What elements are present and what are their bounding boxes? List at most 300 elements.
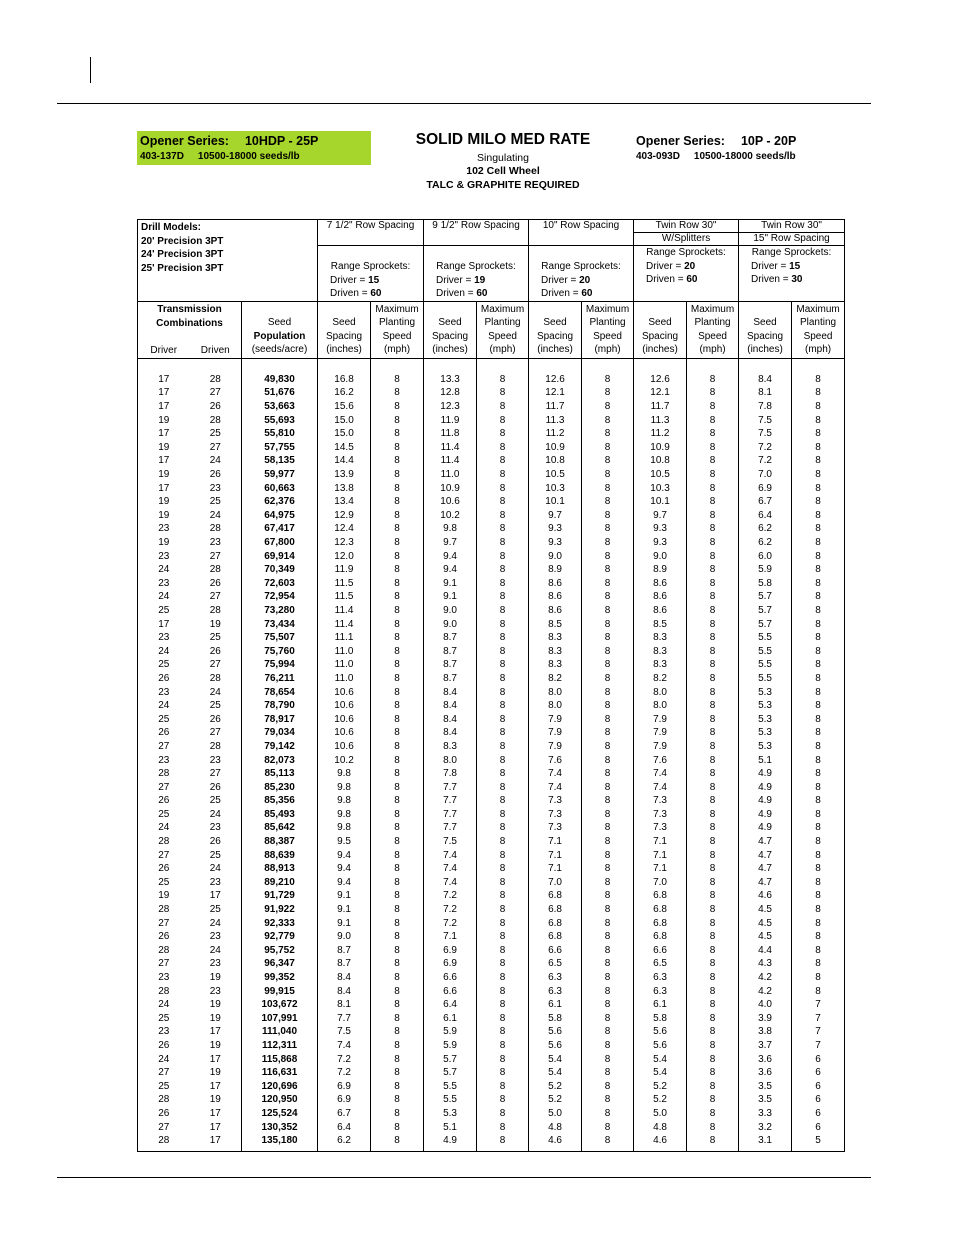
seed-spacing-value: 3.5 bbox=[739, 1080, 792, 1094]
max-speed-value: 8 bbox=[371, 1121, 424, 1135]
max-speed-value: 8 bbox=[477, 454, 529, 468]
max-speed-value: 8 bbox=[792, 726, 845, 740]
driven-value: 19 bbox=[190, 1093, 242, 1107]
max-speed-value: 8 bbox=[371, 550, 424, 564]
max-speed-value: 8 bbox=[371, 509, 424, 523]
max-speed-value: 8 bbox=[477, 672, 529, 686]
driven-value: 24 bbox=[190, 862, 242, 876]
table-row bbox=[138, 1080, 845, 1094]
seed-spacing-value: 11.0 bbox=[318, 645, 371, 659]
seed-spacing-value: 6.3 bbox=[634, 985, 687, 999]
seed-spacing-header bbox=[634, 302, 687, 359]
seed-population-value: 91,922 bbox=[242, 903, 318, 917]
max-speed-value: 8 bbox=[792, 821, 845, 835]
max-speed-value: 8 bbox=[477, 957, 529, 971]
max-speed-value: 8 bbox=[792, 550, 845, 564]
seed-spacing-value: 7.6 bbox=[529, 754, 582, 768]
max-speed-value: 8 bbox=[582, 522, 634, 536]
range-sprockets-label: Range Sprockets: bbox=[330, 261, 411, 272]
seed-spacing-value: 9.1 bbox=[318, 889, 371, 903]
table-row bbox=[138, 944, 845, 958]
seed-spacing-value: 7.9 bbox=[634, 726, 687, 740]
driven-value: 30 bbox=[791, 274, 803, 286]
row-spacing-header bbox=[318, 220, 424, 246]
seed-spacing-value: 4.8 bbox=[529, 1121, 582, 1135]
seed-spacing-value: 5.2 bbox=[634, 1093, 687, 1107]
seed-spacing-value: 7.2 bbox=[424, 889, 477, 903]
seed-spacing-value: 5.2 bbox=[634, 1080, 687, 1094]
max-speed-value: 6 bbox=[792, 1107, 845, 1121]
max-speed-value: 8 bbox=[371, 577, 424, 591]
driver-value: 24 bbox=[158, 591, 170, 603]
max-speed-label: Speed bbox=[698, 330, 727, 342]
max-speed-value: 8 bbox=[687, 1066, 739, 1080]
seed-spacing-value: 5.8 bbox=[529, 1012, 582, 1026]
max-speed-value: 8 bbox=[687, 998, 739, 1012]
combinations-title: Combinations bbox=[156, 317, 223, 329]
driver-value: 17 bbox=[158, 401, 170, 413]
seed-spacing-value: 4.3 bbox=[739, 957, 792, 971]
table-row bbox=[138, 849, 845, 863]
seed-population-value: 103,672 bbox=[242, 998, 318, 1012]
seed-spacing-value: 12.9 bbox=[318, 509, 371, 523]
seed-spacing-value: 7.3 bbox=[529, 808, 582, 822]
max-speed-value: 8 bbox=[792, 849, 845, 863]
seed-population-value: 69,914 bbox=[242, 550, 318, 564]
seed-spacing-value: 6.5 bbox=[634, 957, 687, 971]
max-speed-value: 8 bbox=[687, 876, 739, 890]
max-speed-value: 8 bbox=[792, 386, 845, 400]
max-speed-value: 8 bbox=[477, 794, 529, 808]
driven-value: 19 bbox=[190, 618, 242, 632]
driver-value: 26 bbox=[158, 795, 170, 807]
seed-spacing-value: 4.2 bbox=[739, 971, 792, 985]
seed-spacing-value: 7.1 bbox=[634, 849, 687, 863]
driver-value: 19 bbox=[158, 469, 170, 481]
driven-value: 23 bbox=[190, 957, 242, 971]
table-row bbox=[138, 1134, 845, 1151]
max-speed-label: Planting bbox=[589, 317, 626, 329]
seed-population-value: 59,977 bbox=[242, 468, 318, 482]
max-speed-value: 8 bbox=[792, 713, 845, 727]
seed-spacing-value: 7.1 bbox=[634, 862, 687, 876]
driver-value: 20 bbox=[684, 260, 696, 272]
max-speed-value: 8 bbox=[371, 522, 424, 536]
max-speed-value: 8 bbox=[477, 495, 529, 509]
max-speed-label: Maximum bbox=[375, 303, 419, 315]
max-speed-value: 8 bbox=[477, 876, 529, 890]
seed-population-value: 73,280 bbox=[242, 604, 318, 618]
max-speed-value: 8 bbox=[371, 713, 424, 727]
max-speed-value: 8 bbox=[582, 1053, 634, 1067]
seed-spacing-value: 3.9 bbox=[739, 1012, 792, 1026]
max-speed-label: Speed bbox=[488, 330, 517, 342]
seed-spacing-value: 3.8 bbox=[739, 1025, 792, 1039]
seed-spacing-value: 9.8 bbox=[318, 767, 371, 781]
driver-label: Driver = bbox=[541, 274, 580, 286]
max-speed-value: 8 bbox=[371, 971, 424, 985]
table-row bbox=[138, 482, 845, 496]
max-speed-value: 8 bbox=[792, 699, 845, 713]
max-speed-value: 8 bbox=[792, 930, 845, 944]
seed-spacing-value: 9.0 bbox=[318, 930, 371, 944]
seed-spacing-value: 9.4 bbox=[318, 876, 371, 890]
driver-label: Driver = bbox=[436, 274, 475, 286]
max-speed-value: 8 bbox=[687, 522, 739, 536]
seed-population-value: 85,493 bbox=[242, 808, 318, 822]
table-row bbox=[138, 740, 845, 754]
seed-spacing-value: 7.3 bbox=[529, 794, 582, 808]
max-speed-value: 8 bbox=[582, 441, 634, 455]
max-speed-value: 8 bbox=[371, 427, 424, 441]
seed-spacing-value: 7.0 bbox=[634, 876, 687, 890]
driven-value: 17 bbox=[190, 889, 242, 903]
seed-spacing-value: 15.6 bbox=[318, 400, 371, 414]
seed-spacing-value: 7.7 bbox=[424, 821, 477, 835]
max-speed-value: 8 bbox=[687, 373, 739, 387]
max-speed-value: 8 bbox=[582, 563, 634, 577]
seed-spacing-value: 9.8 bbox=[424, 522, 477, 536]
seed-spacing-value: 7.1 bbox=[529, 849, 582, 863]
driver-value: 19 bbox=[474, 274, 486, 286]
max-speed-value: 8 bbox=[371, 754, 424, 768]
seed-population-value: 88,387 bbox=[242, 835, 318, 849]
seed-spacing-value: 9.1 bbox=[424, 590, 477, 604]
seed-spacing-value: 11.4 bbox=[424, 441, 477, 455]
driver-value: 28 bbox=[158, 836, 170, 848]
seed-spacing-value: 4.9 bbox=[739, 821, 792, 835]
max-speed-value: 8 bbox=[371, 1025, 424, 1039]
max-speed-value: 8 bbox=[477, 781, 529, 795]
driven-value: 60 bbox=[370, 288, 382, 300]
seed-population-value: 72,603 bbox=[242, 577, 318, 591]
max-speed-value: 8 bbox=[582, 631, 634, 645]
max-speed-value: 8 bbox=[477, 740, 529, 754]
max-speed-value: 8 bbox=[477, 522, 529, 536]
seed-spacing-value: 4.4 bbox=[739, 944, 792, 958]
seed-spacing-value: 9.8 bbox=[318, 794, 371, 808]
seed-spacing-value: 9.8 bbox=[318, 781, 371, 795]
range-sprockets-label: Range Sprockets: bbox=[436, 261, 516, 272]
driven-value: 23 bbox=[190, 754, 242, 768]
seed-population-value: 75,760 bbox=[242, 645, 318, 659]
seed-spacing-value: 5.4 bbox=[529, 1066, 582, 1080]
seed-spacing-value: 8.7 bbox=[424, 631, 477, 645]
row-spacing-label: 7 1/2" Row Spacing bbox=[326, 220, 415, 231]
seed-spacing-value: 7.0 bbox=[739, 468, 792, 482]
seed-spacing-value: 8.3 bbox=[634, 645, 687, 659]
seed-spacing-label: Seed bbox=[543, 317, 567, 329]
seed-population-value: 125,524 bbox=[242, 1107, 318, 1121]
seed-population-value: 107,991 bbox=[242, 1012, 318, 1026]
seed-spacing-value: 7.5 bbox=[739, 427, 792, 441]
seed-population-value: 49,830 bbox=[242, 373, 318, 387]
max-speed-value: 8 bbox=[582, 985, 634, 999]
range-sprockets-label: Range Sprockets: bbox=[541, 261, 621, 272]
max-speed-value: 8 bbox=[371, 740, 424, 754]
max-speed-value: 8 bbox=[687, 794, 739, 808]
seed-spacing-value: 4.2 bbox=[739, 985, 792, 999]
seed-spacing-value: 6.9 bbox=[318, 1080, 371, 1094]
driven-value: 25 bbox=[190, 495, 242, 509]
seed-spacing-value: 7.0 bbox=[529, 876, 582, 890]
max-speed-value: 8 bbox=[792, 536, 845, 550]
max-speed-value: 8 bbox=[582, 889, 634, 903]
max-speed-value: 8 bbox=[582, 930, 634, 944]
max-speed-value: 8 bbox=[371, 1093, 424, 1107]
max-speed-value: 8 bbox=[792, 658, 845, 672]
max-speed-value: 7 bbox=[792, 1039, 845, 1053]
max-speed-value: 8 bbox=[687, 917, 739, 931]
max-speed-value: 8 bbox=[792, 631, 845, 645]
seed-spacing-value: 9.1 bbox=[318, 903, 371, 917]
table-row bbox=[138, 373, 845, 387]
max-speed-value: 8 bbox=[687, 699, 739, 713]
table-row bbox=[138, 386, 845, 400]
seed-population-value: 85,356 bbox=[242, 794, 318, 808]
driven-value: 19 bbox=[190, 1012, 242, 1026]
seed-spacing-value: 5.9 bbox=[424, 1025, 477, 1039]
max-speed-value: 8 bbox=[371, 482, 424, 496]
max-speed-value: 8 bbox=[582, 754, 634, 768]
seed-spacing-value: 5.5 bbox=[739, 631, 792, 645]
table-row bbox=[138, 468, 845, 482]
max-speed-value: 8 bbox=[792, 889, 845, 903]
left-seeds-per-lb: 10500-18000 seeds/lb bbox=[197, 151, 300, 162]
subtitle-cell-wheel: 102 Cell Wheel bbox=[466, 165, 540, 177]
driver-sprocket bbox=[424, 274, 528, 288]
seed-spacing-value: 6.8 bbox=[529, 917, 582, 931]
seed-population-value: 53,663 bbox=[242, 400, 318, 414]
seed-spacing-value: 10.1 bbox=[634, 495, 687, 509]
max-speed-value: 8 bbox=[582, 658, 634, 672]
max-speed-value: 8 bbox=[477, 835, 529, 849]
seed-spacing-value: 8.3 bbox=[529, 645, 582, 659]
max-speed-value: 8 bbox=[477, 468, 529, 482]
seed-spacing-value: 3.7 bbox=[739, 1039, 792, 1053]
table-row bbox=[138, 536, 845, 550]
row-spacing-header bbox=[634, 220, 739, 246]
table-row bbox=[138, 509, 845, 523]
seed-population-label: (seeds/acre) bbox=[251, 344, 308, 356]
seed-spacing-value: 4.6 bbox=[529, 1134, 582, 1151]
seed-spacing-value: 6.8 bbox=[634, 917, 687, 931]
seed-population-value: 76,211 bbox=[242, 672, 318, 686]
seed-spacing-value: 12.4 bbox=[318, 522, 371, 536]
driven-value: 28 bbox=[190, 563, 242, 577]
driven-value: 25 bbox=[190, 903, 242, 917]
seed-spacing-value: 7.9 bbox=[529, 726, 582, 740]
max-speed-value: 8 bbox=[792, 495, 845, 509]
driver-value: 24 bbox=[158, 700, 170, 712]
max-speed-value: 8 bbox=[371, 645, 424, 659]
max-speed-value: 8 bbox=[371, 835, 424, 849]
seed-spacing-label: (inches) bbox=[537, 344, 573, 356]
driver-value: 27 bbox=[158, 740, 170, 752]
driver-value: 24 bbox=[158, 645, 170, 657]
max-speed-value: 8 bbox=[477, 944, 529, 958]
max-speed-value: 8 bbox=[792, 835, 845, 849]
seed-spacing-value: 7.8 bbox=[424, 767, 477, 781]
driven-value: 25 bbox=[190, 794, 242, 808]
seed-spacing-value: 4.5 bbox=[739, 930, 792, 944]
seed-spacing-value: 7.1 bbox=[634, 835, 687, 849]
max-speed-value: 8 bbox=[687, 781, 739, 795]
header-row-spacing bbox=[138, 220, 845, 246]
transmission-title: Transmission bbox=[157, 304, 222, 316]
seed-spacing-value: 5.3 bbox=[739, 699, 792, 713]
driver-value: 27 bbox=[158, 958, 170, 970]
table-row bbox=[138, 808, 845, 822]
subtitle-singulating: Singulating bbox=[477, 152, 529, 164]
table-row bbox=[138, 754, 845, 768]
seed-spacing-value: 7.2 bbox=[739, 454, 792, 468]
table-row bbox=[138, 631, 845, 645]
seed-spacing-value: 6.1 bbox=[424, 1012, 477, 1026]
spacer-cell bbox=[582, 358, 634, 373]
driven-value: 60 bbox=[476, 288, 488, 300]
max-speed-value: 8 bbox=[582, 998, 634, 1012]
seed-spacing-value: 8.6 bbox=[634, 604, 687, 618]
driver-value: 19 bbox=[158, 509, 170, 521]
driver-value: 25 bbox=[158, 604, 170, 616]
max-speed-header bbox=[477, 302, 529, 359]
max-speed-value: 8 bbox=[371, 386, 424, 400]
max-speed-value: 8 bbox=[477, 373, 529, 387]
driven-label: Driven = bbox=[751, 274, 792, 286]
seed-spacing-header bbox=[529, 302, 582, 359]
max-speed-value: 8 bbox=[792, 454, 845, 468]
seed-population-value: 64,975 bbox=[242, 509, 318, 523]
spacer-cell bbox=[242, 358, 318, 373]
seed-spacing-value: 7.4 bbox=[634, 767, 687, 781]
max-speed-value: 8 bbox=[582, 944, 634, 958]
max-speed-value: 8 bbox=[371, 1134, 424, 1151]
max-speed-value: 8 bbox=[792, 414, 845, 428]
driver-value: 27 bbox=[158, 781, 170, 793]
max-speed-value: 7 bbox=[792, 1025, 845, 1039]
seed-spacing-value: 5.5 bbox=[424, 1093, 477, 1107]
seed-spacing-value: 10.6 bbox=[424, 495, 477, 509]
seed-population-value: 79,142 bbox=[242, 740, 318, 754]
max-speed-label: Planting bbox=[378, 317, 416, 329]
seed-spacing-value: 4.0 bbox=[739, 998, 792, 1012]
seed-spacing-value: 5.9 bbox=[739, 563, 792, 577]
table-row bbox=[138, 726, 845, 740]
spacer-cell bbox=[424, 358, 477, 373]
max-speed-value: 8 bbox=[792, 645, 845, 659]
seed-spacing-value: 9.3 bbox=[529, 536, 582, 550]
driver-value: 19 bbox=[158, 441, 170, 453]
range-sprockets-label: Range Sprockets: bbox=[751, 247, 832, 258]
seed-population-value: 85,113 bbox=[242, 767, 318, 781]
max-speed-value: 8 bbox=[582, 862, 634, 876]
max-speed-value: 8 bbox=[582, 550, 634, 564]
driver-label: Driver = bbox=[751, 260, 790, 272]
max-speed-header bbox=[687, 302, 739, 359]
seed-population-value: 96,347 bbox=[242, 957, 318, 971]
seed-spacing-label: (inches) bbox=[747, 344, 783, 356]
seed-spacing-value: 8.4 bbox=[424, 726, 477, 740]
driven-value: 25 bbox=[190, 427, 242, 441]
seed-spacing-value: 5.8 bbox=[634, 1012, 687, 1026]
max-speed-value: 8 bbox=[477, 550, 529, 564]
seed-population-value: 99,352 bbox=[242, 971, 318, 985]
max-speed-value: 8 bbox=[687, 985, 739, 999]
driver-value: 23 bbox=[158, 1026, 170, 1038]
seed-spacing-value: 6.2 bbox=[739, 522, 792, 536]
max-speed-value: 8 bbox=[371, 767, 424, 781]
seed-spacing-value: 9.8 bbox=[318, 808, 371, 822]
table-row bbox=[138, 1121, 845, 1135]
driver-value: 26 bbox=[158, 1107, 170, 1119]
seed-population-value: 130,352 bbox=[242, 1121, 318, 1135]
table-row bbox=[138, 889, 845, 903]
driven-value: 27 bbox=[190, 386, 242, 400]
max-speed-value: 8 bbox=[371, 686, 424, 700]
driven-value: 19 bbox=[190, 1066, 242, 1080]
seed-spacing-label: Seed bbox=[648, 317, 672, 329]
seed-spacing-value: 3.3 bbox=[739, 1107, 792, 1121]
seed-spacing-value: 5.0 bbox=[634, 1107, 687, 1121]
seed-population-value: 112,311 bbox=[242, 1039, 318, 1053]
spacer-cell bbox=[634, 358, 687, 373]
max-speed-value: 8 bbox=[687, 1053, 739, 1067]
seed-spacing-value: 9.4 bbox=[424, 563, 477, 577]
seed-spacing-value: 8.7 bbox=[424, 645, 477, 659]
driver-value: 26 bbox=[158, 863, 170, 875]
seed-spacing-value: 6.6 bbox=[634, 944, 687, 958]
seed-spacing-label: (inches) bbox=[432, 344, 468, 356]
driver-value: 25 bbox=[158, 1080, 170, 1092]
max-speed-value: 8 bbox=[371, 495, 424, 509]
max-speed-label: Speed bbox=[593, 330, 622, 342]
seed-spacing-value: 10.8 bbox=[634, 454, 687, 468]
max-speed-value: 8 bbox=[582, 672, 634, 686]
left-part-number: 403-137D bbox=[140, 151, 184, 162]
seed-spacing-value: 5.6 bbox=[529, 1025, 582, 1039]
driven-value: 24 bbox=[190, 454, 242, 468]
seed-population-value: 67,800 bbox=[242, 536, 318, 550]
range-sprockets-cell bbox=[424, 246, 529, 302]
seed-spacing-value: 9.7 bbox=[529, 509, 582, 523]
driver-value: 23 bbox=[158, 686, 170, 698]
seed-spacing-value: 10.2 bbox=[424, 509, 477, 523]
seed-spacing-value: 12.3 bbox=[424, 400, 477, 414]
seed-spacing-value: 6.6 bbox=[529, 944, 582, 958]
driver-value: 23 bbox=[158, 972, 170, 984]
seed-spacing-value: 4.7 bbox=[739, 835, 792, 849]
max-speed-value: 8 bbox=[477, 808, 529, 822]
seed-spacing-value: 11.9 bbox=[424, 414, 477, 428]
seed-spacing-label: Seed bbox=[753, 317, 777, 329]
max-speed-value: 8 bbox=[687, 726, 739, 740]
max-speed-value: 8 bbox=[582, 957, 634, 971]
max-speed-header bbox=[582, 302, 634, 359]
max-speed-value: 8 bbox=[792, 468, 845, 482]
max-speed-value: 8 bbox=[582, 835, 634, 849]
seed-spacing-value: 9.1 bbox=[424, 577, 477, 591]
max-speed-label: Planting bbox=[799, 317, 837, 329]
seed-spacing-value: 10.6 bbox=[318, 726, 371, 740]
max-speed-value: 8 bbox=[371, 468, 424, 482]
driven-value: 17 bbox=[190, 1107, 242, 1121]
table-row bbox=[138, 658, 845, 672]
seed-spacing-value: 5.7 bbox=[739, 604, 792, 618]
driven-value: 24 bbox=[190, 917, 242, 931]
seed-spacing-value: 5.1 bbox=[739, 754, 792, 768]
seed-spacing-value: 6.3 bbox=[634, 971, 687, 985]
